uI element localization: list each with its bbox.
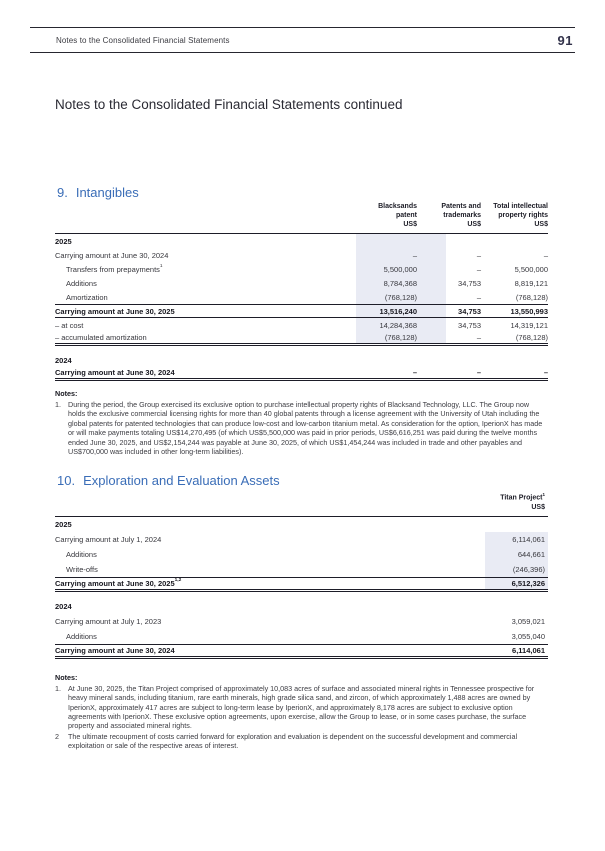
total-row: Carrying amount at June 30, 2025 13,516,240 34,753 13,550,993 (55, 304, 548, 318)
table-header-row (55, 202, 548, 234)
table-row: Amortization (768,128) – (768,128) (55, 290, 548, 304)
section-10-number: 10. (57, 473, 76, 489)
intangibles-table (55, 202, 548, 381)
total-row: Carrying amount at June 30, 2025 $^{1,2}$ 6,512,326 (55, 577, 548, 592)
notes-heading: Notes: (55, 389, 78, 398)
table-row: Carrying amount at July 1, 2024 6,114,061 (55, 532, 548, 547)
table-row: Carrying amount at June 30, 2024 – – – (55, 248, 548, 262)
table-header-row (55, 490, 548, 516)
section-9-number: 9. (57, 185, 68, 200)
column-header-patents-trademarks: Patents and trademarks US$ (441, 203, 481, 228)
table-row: Transfers from prepayments $^1$ 5,500,000 – 5,500,000 (55, 262, 548, 276)
note-item: 2 The ultimate recoupment of costs carried forward for exploration and evaluation is dependent on the successful development and commercial exploitation or sale of the respective areas of interest. (55, 731, 518, 751)
section-10-notes (55, 673, 548, 751)
table-row: – accumulated amortization (768,128) – (768,128) (55, 332, 548, 346)
column-header-total-ip: Total intellectual property rights US$ (493, 203, 548, 228)
table-row: Additions 644,661 (55, 547, 548, 562)
table-row: Additions 8,784,368 34,753 8,819,121 (55, 276, 548, 290)
table-row: Carrying amount at July 1, 2023 3,059,021 (55, 616, 545, 626)
running-header-title: Notes to the Consolidated Financial Statements (56, 35, 230, 45)
total-row: Carrying amount at June 30, 2024 6,114,061 (55, 644, 548, 659)
page-number: 91 (557, 32, 573, 48)
section-9-notes (55, 389, 548, 456)
table-row: – at cost 14,284,368 34,753 14,319,121 (55, 318, 548, 332)
running-header (30, 27, 575, 53)
column-header-blacksands-patent: Blacksands patent US$ (378, 203, 417, 228)
section-9-heading (57, 186, 605, 200)
year-row-2025: 2025 (55, 234, 548, 248)
year-row-2024: 2024 (55, 355, 72, 365)
total-row: Carrying amount at June 30, 2024 – – – (55, 367, 548, 381)
section-10-heading (57, 474, 605, 488)
year-row-2025: 2025 (55, 519, 72, 529)
table-row: Write-offs (246,396) (55, 562, 548, 577)
section-9-title: Intangibles (75, 185, 139, 200)
note-item: 1. At June 30, 2025, the Titan Project comprised of approximately 10,083 acres of surface and associated mineral rights in Tennessee prospective for heavy mineral sands, including titanium, rare earth minerals, high grade silica sand, and zircon, of which approximately 1,488 acres are owned by IperionX, approximately 417 acres are subject to long-term lease by IperionX, and approximately 8,178 acres are subject to exclusive option agreements with IperionX. These exclusive option agreements, upon exercise, allow the Group to lease, or in some cases purchase, the surface property and associated mineral rights. (55, 683, 535, 731)
notes-heading: Notes: (55, 672, 78, 682)
document-title: Notes to the Consolidated Financial Statements continued (55, 97, 403, 112)
section-10-title: Exploration and Evaluation Assets (83, 473, 280, 489)
column-header-titan-project: Titan Project$^1$ US$ (500, 492, 545, 511)
year-row-2024: 2024 (55, 601, 72, 611)
table-row: Additions 3,055,040 (66, 631, 545, 641)
note-item: 1. During the period, the Group exercised its exclusive option to purchase intellectual property rights of Blacksand Technology, LLC. The Group now holds the exclusive commercial licensing rights for more than 40 global patents through a license agreement with the University of Utah including the global patents for patented technologies that can produce low-cost and low-carbon titanium metal. As consideration for the option, IperionX has made or will make payments totaling US$14,270,495 (of which US$5,500,000 was paid in prior periods, US$6,616,251 was paid during the twelve months ended June 30, 2025, and US$2,154,244 was payable at June 30, 2025, of which US$1,454,244 was included in trade and other payables and US$700,000 was included in other long-term liabilities). (55, 400, 543, 457)
exploration-table (55, 490, 548, 658)
